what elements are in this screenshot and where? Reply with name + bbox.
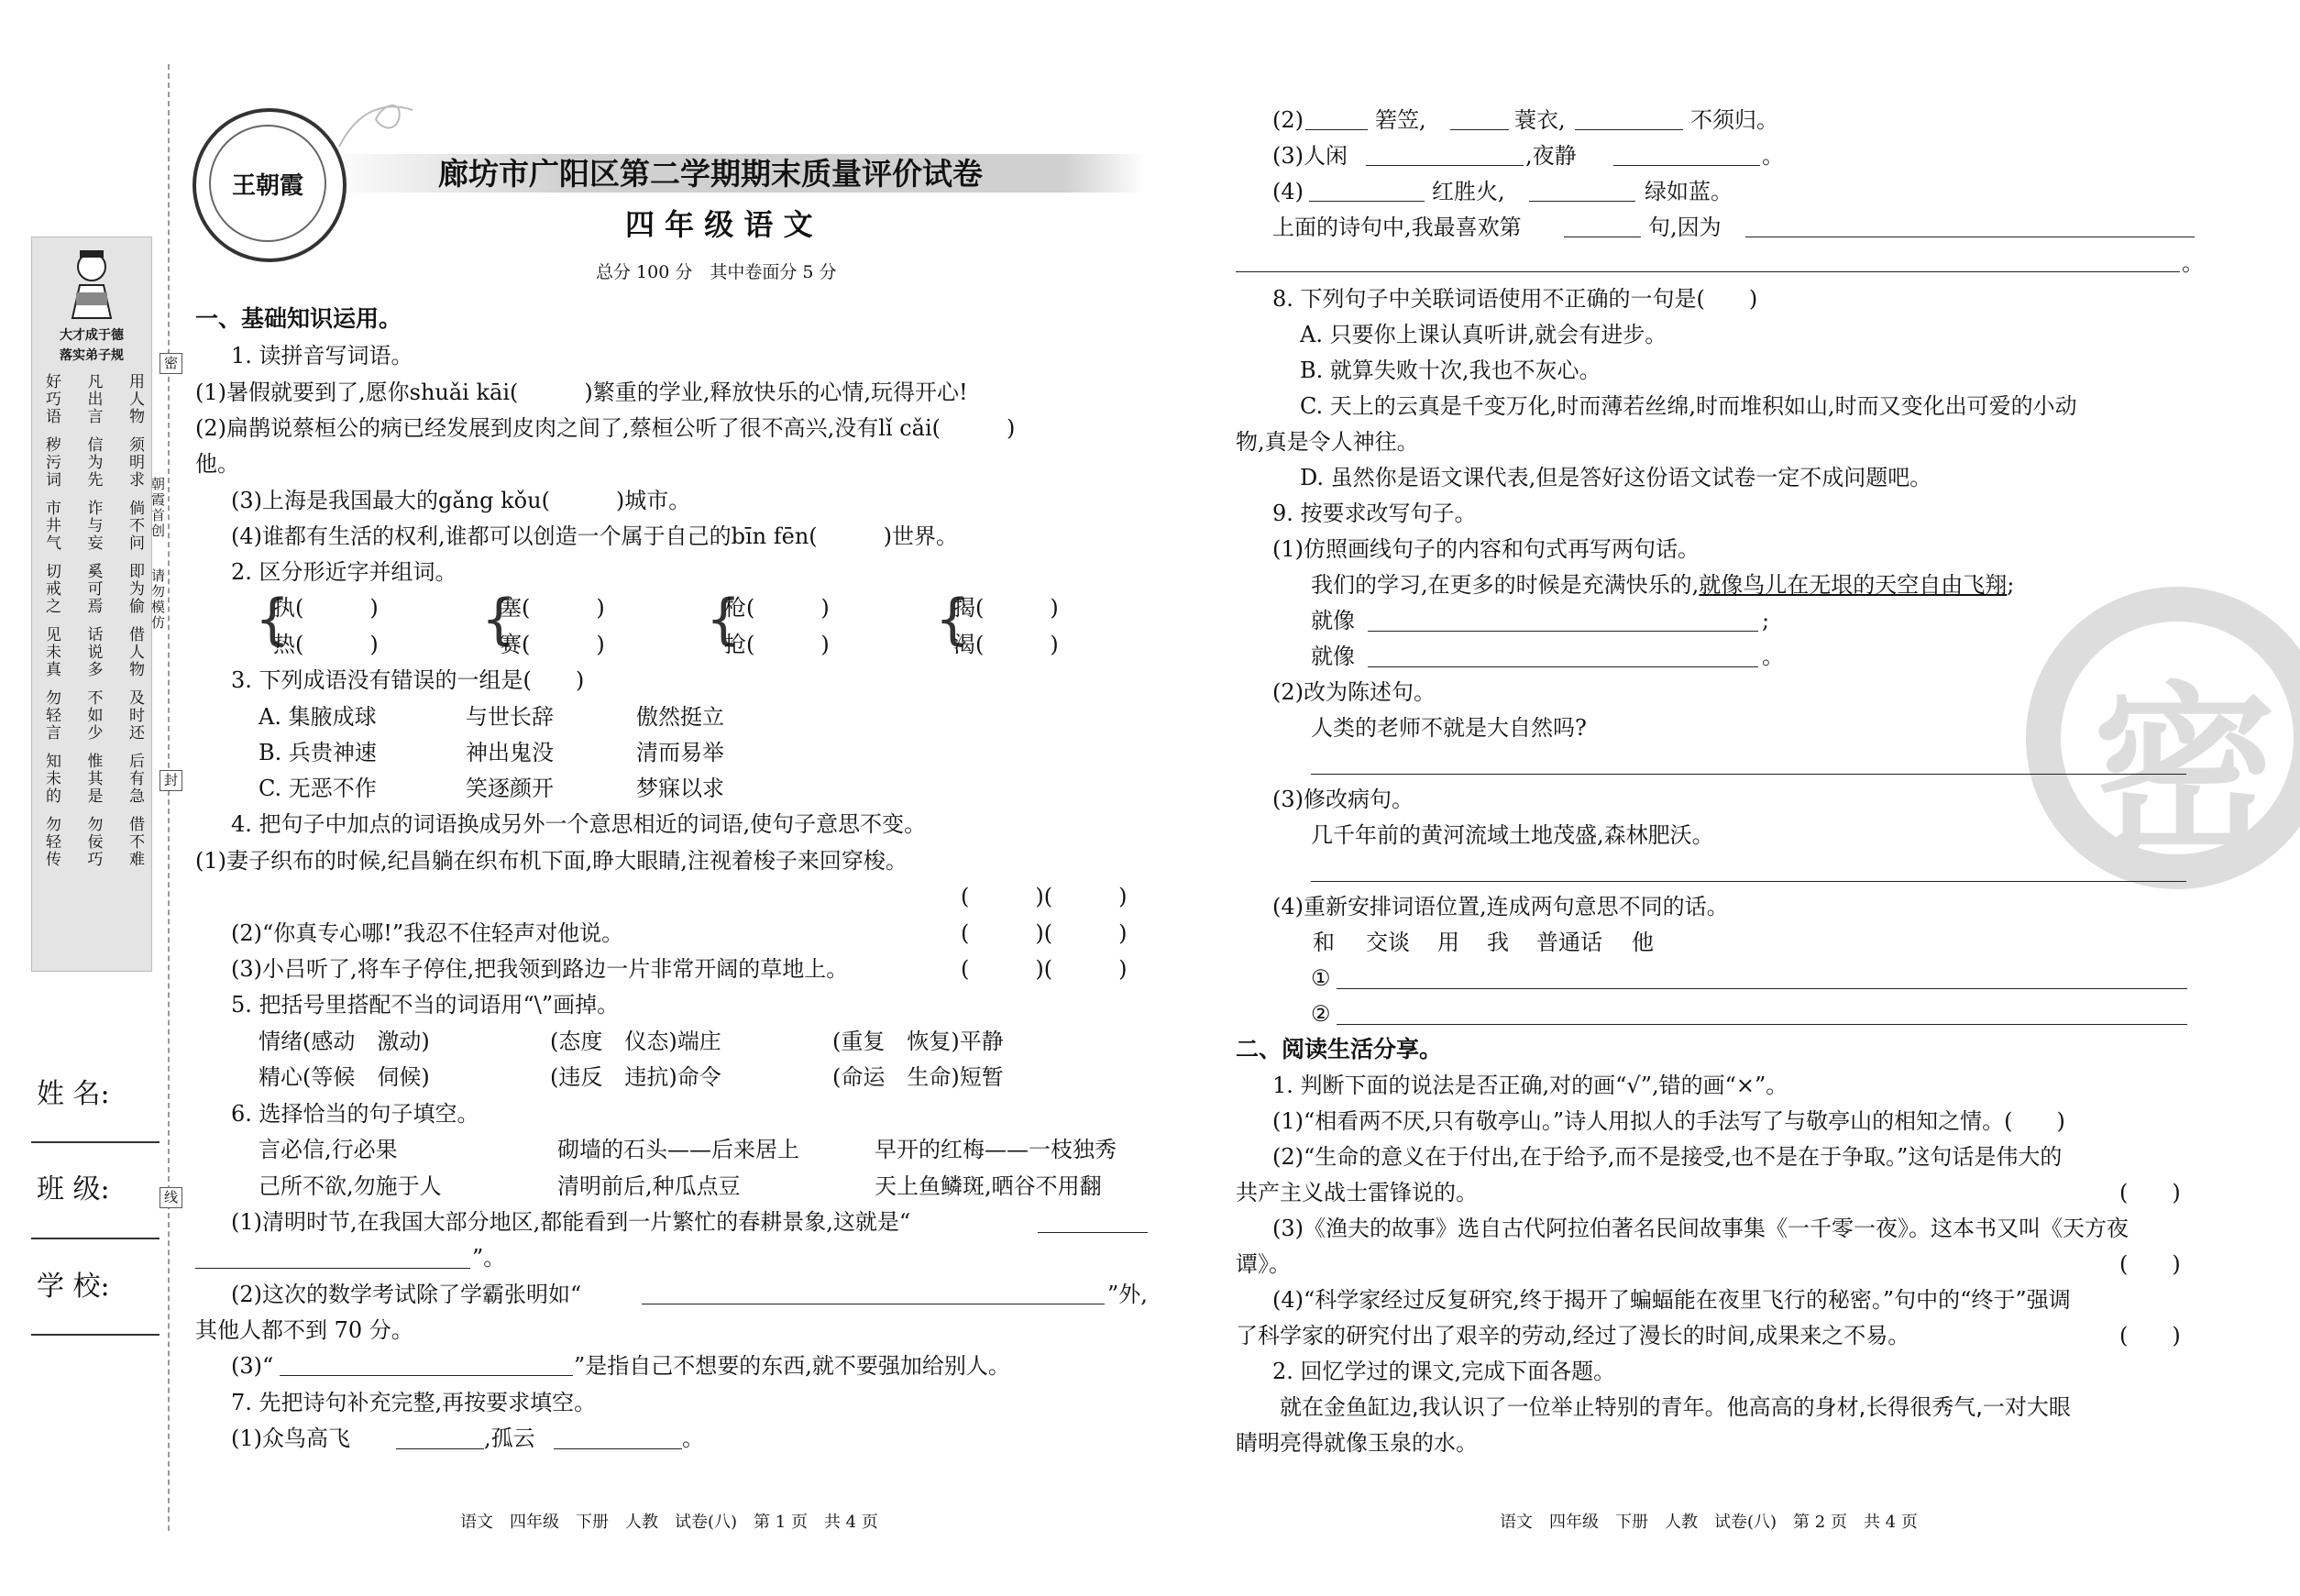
q2-char[interactable]: 塞( ) — [500, 595, 605, 621]
q7-3c: 。 — [1762, 143, 1784, 169]
q7-2c: 蓑衣, — [1514, 107, 1566, 133]
q9-4-word: 普通话 — [1536, 930, 1602, 955]
q9-4-circle-2: ② — [1311, 1001, 1331, 1027]
q9-1-heading: (1)仿照画线句子的内容和句式再写两句话。 — [1272, 536, 1700, 562]
q7-3-blank-2[interactable] — [1613, 165, 1760, 166]
verse-col: 话说多 — [83, 626, 103, 678]
q1-2b: 他。 — [195, 451, 239, 477]
q8-option-d[interactable]: D. 虽然你是语文课代表,但是答好这份语文试卷一定不成问题吧。 — [1300, 465, 1932, 490]
q7-2a: (2) — [1272, 107, 1304, 133]
verse-group — [41, 753, 144, 805]
watermark-seal — [2026, 587, 2300, 889]
q3-option[interactable]: C. 无恶不作 — [259, 776, 377, 801]
verse-col: 不如少 — [83, 689, 103, 742]
r1-heading: 1. 判断下面的说法是否正确,对的画“√”,错的画“×”。 — [1272, 1073, 1788, 1098]
q6-option: 早开的红梅——一枝独秀 — [875, 1137, 1117, 1162]
q9-1-jiuxiang-2: 就像 — [1311, 644, 1355, 669]
seal-mi: 密 — [160, 353, 182, 374]
q9-heading: 9. 按要求改写句子。 — [1272, 501, 1477, 526]
name-label: 姓 名: — [37, 1078, 110, 1110]
q4-1-answers[interactable]: ( )( ) — [961, 884, 1128, 909]
q6-option: 清明前后,种瓜点豆 — [557, 1173, 741, 1199]
q9-1-period: 。 — [1762, 644, 1784, 669]
q6-3a: (3)“ — [231, 1353, 274, 1379]
verse-col: 勿佞巧 — [83, 816, 103, 868]
q6-option: 言必信,行必果 — [259, 1137, 398, 1162]
q4-1-sentence: (1)妻子织布的时候,纪昌躺在织布机下面,睁大眼睛,注视着梭子来回穿梭。 — [195, 848, 908, 874]
r1-4-answer[interactable]: ( ) — [2119, 1323, 2181, 1348]
q7-1c: 。 — [682, 1425, 704, 1451]
score-note: 总分 100 分 其中卷面分 5 分 — [596, 262, 837, 282]
q9-4-word: 用 — [1437, 930, 1459, 955]
q5-item[interactable]: (态度 仪态)端庄 — [550, 1029, 721, 1054]
seal-feng: 封 — [160, 770, 182, 791]
verse-group — [41, 436, 144, 489]
q9-1-sentence-c: ; — [2007, 572, 2015, 598]
q9-1-sentence — [1311, 571, 2014, 599]
verse-col: 好巧语 — [42, 373, 61, 425]
q7-4-blank-2[interactable] — [1529, 201, 1635, 202]
q6-option: 砌墙的石头——后来居上 — [557, 1137, 799, 1162]
q8-option-a[interactable]: A. 只要你上课认真听讲,就会有进步。 — [1300, 322, 1667, 347]
q3-heading: 3. 下列成语没有错误的一组是( ) — [231, 667, 585, 693]
verse-group — [41, 373, 144, 425]
verse-col: 用人物 — [126, 373, 144, 425]
motto-2: 落实弟子规 — [60, 348, 124, 363]
verse-col: 信为先 — [83, 436, 103, 489]
q4-3-sentence: (3)小吕听了,将车子停住,把我领到路边一片非常开阔的草地上。 — [231, 956, 849, 982]
q8-option-c1[interactable]: C. 天上的云真是千变万化,时而薄若丝绵,时而堆积如山,时而又变化出可爱的小动 — [1300, 393, 2077, 419]
q7-1-blank-1[interactable] — [396, 1448, 484, 1449]
brace: { — [706, 588, 742, 652]
q7-5-blank-3[interactable] — [1236, 271, 2180, 272]
q6-option: 己所不欲,勿施于人 — [259, 1173, 442, 1199]
r1-2b: 共产主义战士雷锋说的。 — [1236, 1180, 1478, 1205]
r1-2a: (2)“生命的意义在于付出,在于给予,而不是接受,也不是在于争取。”这句话是伟大的 — [1272, 1144, 2063, 1170]
margin-note-2: 请勿模仿 — [149, 568, 166, 631]
page-2-footer: 语文 四年级 下册 人教 试卷(八) 第 2 页 共 4 页 — [1500, 1513, 1918, 1532]
section-2-heading: 二、阅读生活分享。 — [1236, 1036, 1443, 1062]
q1-1: (1)暑假就要到了,愿你shuǎi kāi( )繁重的学业,释放快乐的心情,玩得开心! — [195, 380, 968, 405]
q3-option-word: 傲然挺立 — [636, 704, 724, 730]
q7-3-blank-1[interactable] — [1366, 165, 1524, 166]
school-label: 学 校: — [37, 1271, 110, 1303]
margin-note-1: 朝霞首创 — [149, 477, 166, 539]
q1-3: (3)上海是我国最大的gǎng kǒu( )城市。 — [231, 488, 691, 513]
q7-4c: 绿如蓝。 — [1645, 179, 1733, 204]
q7-4b: 红胜火, — [1432, 179, 1505, 204]
q7-2b: 箬笠, — [1375, 107, 1426, 133]
q6-3-answer-line[interactable] — [280, 1375, 573, 1376]
q7-2-blank-1[interactable] — [1305, 129, 1368, 130]
q9-2-sentence: 人类的老师不就是大自然吗? — [1311, 715, 1587, 741]
verse-group — [41, 626, 144, 678]
q9-4-answer-line-2[interactable] — [1337, 1024, 2187, 1025]
q1-2a: (2)扁鹊说蔡桓公的病已经发展到皮肉之间了,蔡桓公听了很不高兴,没有lǐ cǎi( ) — [195, 415, 1016, 441]
q7-3b: ,夜静 — [1525, 143, 1577, 169]
r1-3-answer[interactable]: ( ) — [2119, 1251, 2181, 1277]
q2-heading: 2. 区分形近字并组词。 — [231, 559, 457, 585]
q9-4-word: 交谈 — [1366, 930, 1410, 955]
verse-col: 借不难 — [126, 816, 144, 868]
verse-col: 秽污词 — [42, 436, 61, 489]
q5-item[interactable]: (命运 生命)短暂 — [832, 1064, 1004, 1090]
binding-cut-line — [168, 64, 170, 1531]
verse-col: 须明求 — [126, 436, 144, 489]
verse-col: 凡出言 — [83, 373, 103, 425]
page-1-footer: 语文 四年级 下册 人教 试卷(八) 第 1 页 共 4 页 — [460, 1513, 878, 1532]
q9-1-answer-line-2[interactable] — [1368, 666, 1758, 667]
q9-4-word: 他 — [1632, 930, 1654, 955]
school-field[interactable] — [31, 1334, 160, 1336]
exam-title: 廊坊市广阳区第二学期期末质量评价试卷 — [438, 156, 983, 192]
q3-option[interactable]: A. 集腋成球 — [259, 704, 377, 730]
q3-option[interactable]: B. 兵贵神速 — [259, 740, 377, 765]
q6-1-answer-line-a[interactable] — [1038, 1232, 1148, 1233]
q3-option-word: 笑逐颜开 — [466, 776, 554, 801]
q5-heading: 5. 把括号里搭配不当的词语用“\”画掉。 — [231, 992, 620, 1018]
verse-col: 借人物 — [126, 626, 144, 678]
class-field[interactable] — [31, 1238, 160, 1239]
q7-heading: 7. 先把诗句补充完整,再按要求填空。 — [231, 1390, 597, 1415]
q7-2-blank-2[interactable] — [1450, 129, 1509, 130]
r1-3a: (3)《渔夫的故事》选自古代阿拉伯著名民间故事集《一千零一夜》。这本书又叫《天方夜 — [1272, 1216, 2129, 1241]
q9-4-word: 和 — [1313, 930, 1335, 955]
q7-2d: 不须归。 — [1690, 107, 1778, 133]
verse-col: 诈与妄 — [83, 500, 103, 552]
q9-4-word: 我 — [1487, 930, 1509, 955]
q7-2-blank-3[interactable] — [1575, 129, 1683, 130]
q7-1a: (1)众鸟高飞 — [231, 1425, 350, 1451]
q4-heading: 4. 把句子中加点的词语换成另外一个意思相近的词语,使句子意思不变。 — [231, 811, 927, 837]
class-label: 班 级: — [37, 1173, 110, 1205]
verse-col: 倘不问 — [126, 500, 144, 552]
verse-col: 见未真 — [42, 626, 61, 678]
brace: { — [481, 588, 517, 652]
verse-col: 后有急 — [126, 753, 144, 805]
q2-char[interactable]: 渴( ) — [953, 632, 1059, 657]
exam-subtitle: 四 年 级 语 文 — [625, 207, 813, 242]
seal-xian: 线 — [160, 1187, 182, 1208]
q8-heading: 8. 下列句子中关联词语使用不正确的一句是( ) — [1272, 286, 1758, 312]
q6-2a: (2)这次的数学考试除了学霸张明如“ — [231, 1282, 582, 1307]
q2-char[interactable]: 揭( ) — [953, 595, 1059, 621]
q7-1b: ,孤云 — [484, 1425, 535, 1451]
q8-option-c2: 物,真是令人神往。 — [1236, 429, 1419, 455]
q1-heading: 1. 读拼音写词语。 — [231, 343, 413, 369]
ribbon-decoration — [330, 92, 422, 165]
q2-char[interactable]: 赛( ) — [500, 632, 605, 657]
q3-option-word: 清而易举 — [636, 740, 724, 765]
verse-col: 切戒之 — [42, 563, 61, 615]
q6-2c: 其他人都不到 70 分。 — [195, 1317, 413, 1343]
verse-group — [41, 689, 144, 742]
r1-2-answer[interactable]: ( ) — [2119, 1180, 2181, 1205]
r2-passage-line-2: 睛明亮得就像玉泉的水。 — [1236, 1430, 1478, 1456]
q9-1-sentence-a: 我们的学习,在更多的时候是充满快乐的, — [1311, 572, 1700, 598]
brand-logo — [193, 108, 347, 262]
motto-1: 大才成于德 — [60, 328, 124, 343]
q9-3-heading: (3)修改病句。 — [1272, 787, 1414, 812]
q9-1-answer-line-1[interactable] — [1368, 631, 1758, 632]
verse-group — [41, 500, 144, 552]
brace: { — [255, 588, 291, 652]
q2-char[interactable]: 热( ) — [273, 632, 379, 657]
q4-2-answers[interactable]: ( )( ) — [961, 920, 1128, 946]
q4-3-answers[interactable]: ( )( ) — [961, 956, 1128, 982]
r2-heading: 2. 回忆学过的课文,完成下面各题。 — [1272, 1359, 1616, 1384]
q9-4-heading: (4)重新安排词语位置,连成两句意思不同的话。 — [1272, 894, 1729, 919]
q9-3-sentence: 几千年前的黄河流域土地茂盛,森林肥沃。 — [1311, 822, 1714, 848]
q9-1-semicolon: ; — [1762, 608, 1770, 633]
side-panel — [31, 237, 152, 972]
q1-4: (4)谁都有生活的权利,谁都可以创造一个属于自己的bīn fēn( )世界。 — [231, 523, 959, 549]
q2-char[interactable]: 执( ) — [273, 595, 379, 621]
q9-1-jiuxiang-1: 就像 — [1311, 608, 1355, 633]
q3-option-word: 梦寐以求 — [636, 776, 724, 801]
q9-2-heading: (2)改为陈述句。 — [1272, 679, 1436, 705]
q4-2-sentence: (2)“你真专心哪!”我忍不住轻声对他说。 — [231, 920, 624, 946]
q5-item[interactable]: 精心(等候 伺候) — [259, 1064, 430, 1090]
q6-3b: ”是指自己不想要的东西,就不要强加给别人。 — [574, 1353, 1010, 1379]
q7-5b: 句,因为 — [1648, 215, 1722, 240]
q9-2-answer-line[interactable] — [1311, 774, 2186, 775]
r2-passage-line-1: 就在金鱼缸边,我认识了一位举止特别的青年。他高高的身材,长得很秀气,一对大眼 — [1280, 1394, 2071, 1420]
q6-1-answer-line-b[interactable] — [195, 1268, 470, 1269]
verse-group — [41, 816, 144, 868]
q6-option: 天上鱼鳞斑,晒谷不用翻 — [875, 1173, 1102, 1199]
q7-4-blank-1[interactable] — [1309, 201, 1425, 202]
q7-1-blank-2[interactable] — [554, 1448, 682, 1449]
q6-2b: ”外, — [1107, 1282, 1148, 1307]
r1-3b: 谭》。 — [1236, 1251, 1291, 1277]
q6-1a: (1)清明时节,在我国大部分地区,都能看到一片繁忙的春耕景象,这就是“ — [231, 1209, 911, 1235]
verse-col: 即为偷 — [126, 563, 144, 615]
r1-4b: 了科学家的研究付出了艰辛的劳动,经过了漫长的时间,成果来之不易。 — [1236, 1323, 1910, 1348]
verse-col: 奚可焉 — [83, 563, 103, 615]
q9-4-answer-line-1[interactable] — [1337, 988, 2187, 989]
verse-col: 及时还 — [126, 689, 144, 742]
q5-item[interactable]: (重复 恢复)平静 — [832, 1029, 1004, 1054]
verse-columns — [41, 373, 144, 879]
verse-col: 市井气 — [42, 500, 61, 552]
verse-col: 知未的 — [42, 753, 61, 805]
q2-char[interactable]: 枪( ) — [724, 595, 830, 621]
q5-item[interactable]: (违反 违抗)命令 — [550, 1064, 721, 1090]
q2-char[interactable]: 抢( ) — [724, 632, 830, 657]
section-1-heading: 一、基础知识运用。 — [195, 305, 402, 332]
q9-1-underlined: 就像鸟儿在无垠的天空自由飞翔 — [1699, 572, 2008, 598]
q3-option-word: 与世长辞 — [466, 704, 554, 730]
q6-1b: ”。 — [472, 1245, 506, 1271]
q9-3-answer-line[interactable] — [1311, 881, 2186, 882]
r1-4a: (4)“科学家经过反复研究,终于揭开了蝙蝠能在夜里飞行的秘密。”句中的“终于”强调 — [1272, 1287, 2071, 1313]
watermark-char: 密 — [2093, 665, 2277, 880]
q3-option-word: 神出鬼没 — [466, 740, 554, 765]
q6-heading: 6. 选择恰当的句子填空。 — [231, 1101, 479, 1127]
brace: { — [935, 588, 971, 652]
name-field[interactable] — [31, 1141, 160, 1143]
q8-option-b[interactable]: B. 就算失败十次,我也不灰心。 — [1300, 358, 1601, 383]
verse-col: 勿轻传 — [42, 816, 61, 868]
q9-4-circle-1: ① — [1311, 965, 1331, 991]
r1-1: (1)“相看两不厌,只有敬亭山。”诗人用拟人的手法写了与敬亭山的相知之情。( ) — [1272, 1108, 2065, 1134]
verse-col: 惟其是 — [83, 753, 103, 805]
q7-5a: 上面的诗句中,我最喜欢第 — [1272, 215, 1522, 240]
q7-4a: (4) — [1272, 179, 1304, 204]
verse-col: 勿轻言 — [42, 689, 61, 742]
q5-item[interactable]: 情绪(感动 激动) — [259, 1029, 430, 1054]
q7-5c: 。 — [2182, 250, 2204, 276]
logo-text: 王朝霞 — [231, 171, 303, 200]
mascot-figure — [61, 247, 122, 320]
q7-3a: (3)人闲 — [1272, 143, 1348, 169]
verse-group — [41, 563, 144, 615]
